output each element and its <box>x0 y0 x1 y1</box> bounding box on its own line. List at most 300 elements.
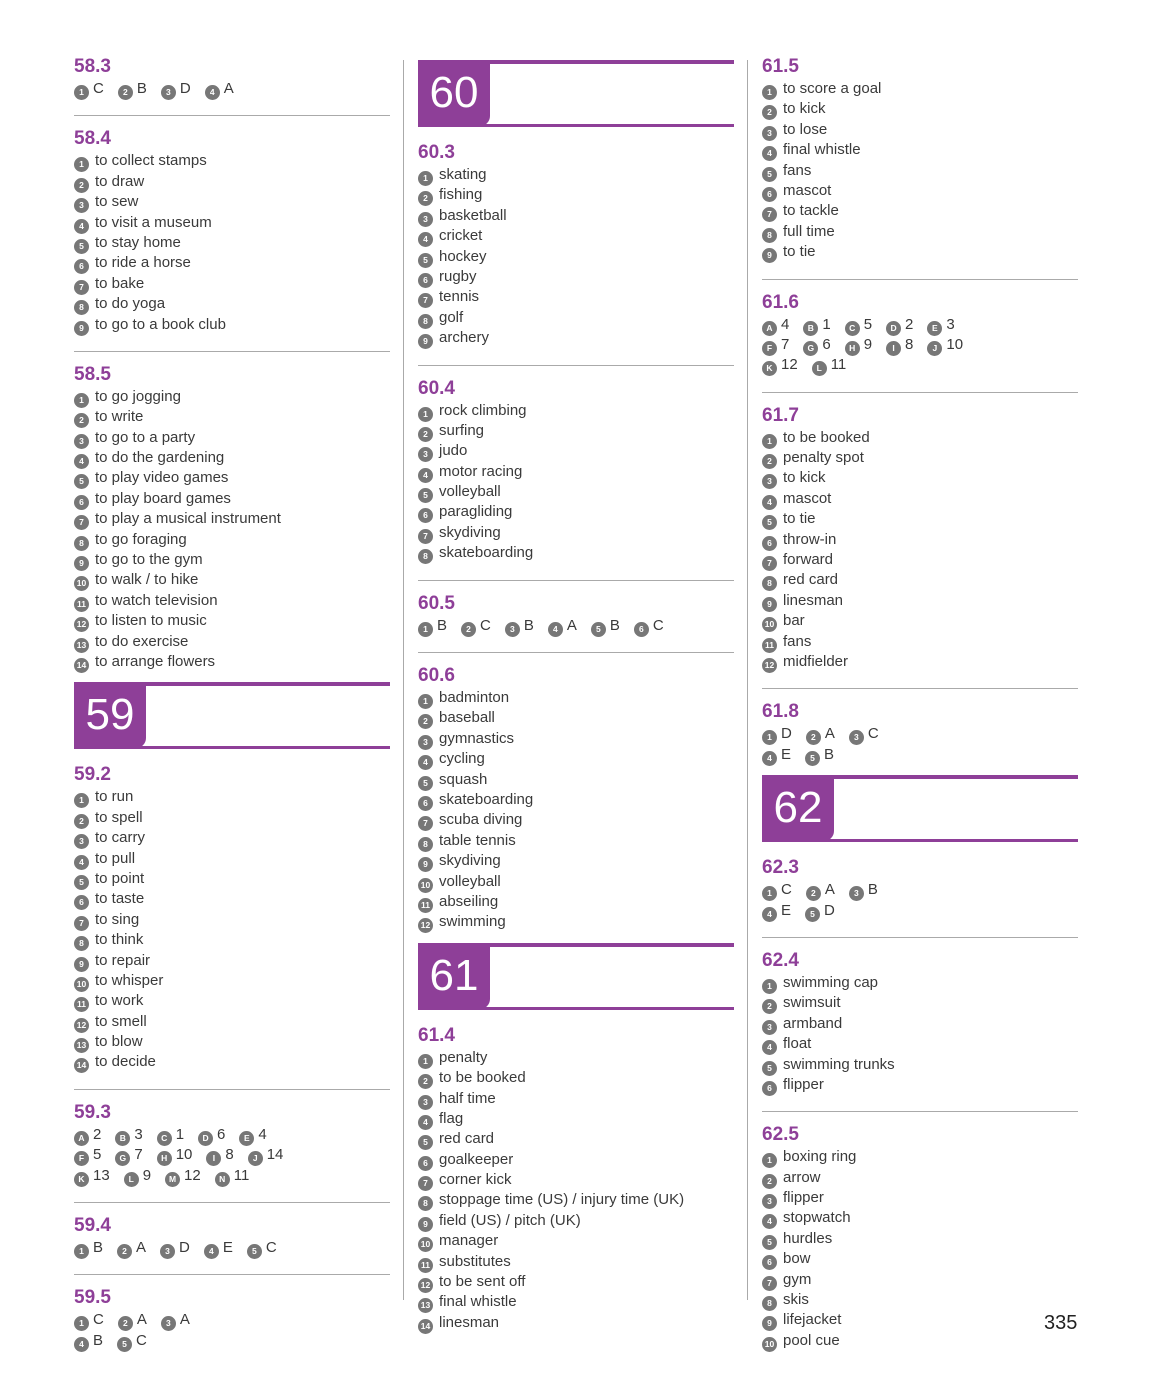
answer-value: C <box>93 1311 104 1329</box>
answer-text: arrow <box>783 1168 821 1186</box>
answer-item <box>762 468 1078 488</box>
answer-text: volleyball <box>439 483 501 501</box>
section-divider <box>74 1202 390 1203</box>
answer-item <box>74 509 390 529</box>
answer-value: A <box>566 616 577 634</box>
section-heading: 61.7 <box>762 404 799 426</box>
number-badge: 6 <box>762 1081 777 1096</box>
answer-value: 9 <box>863 335 873 353</box>
answer-text: gymnastics <box>439 729 515 747</box>
number-badge: 8 <box>418 837 433 852</box>
number-badge: 4 <box>762 146 777 161</box>
answer-text: to play a musical instrument <box>95 510 281 528</box>
number-badge: 1 <box>762 979 777 994</box>
number-badge: 4 <box>418 232 433 247</box>
answer-text: skateboarding <box>439 544 534 562</box>
answer-section <box>762 1124 1078 1357</box>
label-badge: D <box>886 321 901 336</box>
number-badge: 9 <box>762 597 777 612</box>
answer-pair <box>204 1239 233 1256</box>
answer-text: to go to a party <box>95 428 196 446</box>
answer-line <box>762 724 1078 744</box>
answer-pair <box>239 1126 266 1143</box>
label-badge: 3 <box>161 85 176 100</box>
answer-text: armband <box>783 1014 843 1032</box>
answer-item <box>74 468 390 488</box>
answer-line <box>762 335 1078 355</box>
section-heading: 59.2 <box>74 764 111 786</box>
answer-pair <box>505 617 534 634</box>
number-badge: 1 <box>762 1153 777 1168</box>
number-badge: 6 <box>74 895 89 910</box>
answer-text: stoppage time (US) / injury time (UK) <box>439 1191 685 1209</box>
answer-text: substitutes <box>439 1252 511 1270</box>
answer-item <box>418 1089 734 1109</box>
answer-value: 2 <box>93 1125 102 1143</box>
number-badge: 9 <box>762 1316 777 1331</box>
answer-text: to bake <box>95 274 145 292</box>
answer-item <box>762 1168 1078 1188</box>
number-badge: 7 <box>418 293 433 308</box>
label-badge: E <box>927 321 942 336</box>
answer-item <box>418 1272 734 1292</box>
answer-item <box>418 523 734 543</box>
answer-item <box>418 1109 734 1129</box>
answer-text: to sing <box>95 910 140 928</box>
answer-item <box>418 790 734 810</box>
number-badge: 4 <box>74 855 89 870</box>
number-badge: 9 <box>418 1217 433 1232</box>
answer-item <box>762 242 1078 262</box>
answer-item <box>418 206 734 226</box>
answer-text: to play board games <box>95 489 231 507</box>
answer-pair <box>117 1239 146 1256</box>
answer-section <box>418 1025 734 1339</box>
answer-value: 12 <box>781 356 798 374</box>
answer-value: 11 <box>233 1166 250 1184</box>
answer-pair <box>805 902 835 919</box>
answer-item <box>762 120 1078 140</box>
section-heading: 61.4 <box>418 1024 455 1046</box>
label-badge: 4 <box>204 1244 219 1259</box>
number-badge: 6 <box>418 796 433 811</box>
answer-text: half time <box>439 1089 496 1107</box>
answer-value: C <box>265 1239 277 1257</box>
answer-pair <box>74 1311 104 1328</box>
answer-item <box>418 872 734 892</box>
label-badge: C <box>845 321 860 336</box>
answer-text: cycling <box>439 750 485 768</box>
page-number: 335 <box>1044 1312 1078 1334</box>
answer-value: E <box>222 1239 233 1257</box>
answer-item <box>74 530 390 550</box>
label-badge: 5 <box>805 907 820 922</box>
answer-item <box>74 172 390 192</box>
number-badge: 4 <box>762 495 777 510</box>
label-badge: 2 <box>118 85 133 100</box>
answer-text: abseiling <box>439 892 499 910</box>
answer-item <box>418 1313 734 1333</box>
answer-text: table tennis <box>439 831 516 849</box>
answer-value: B <box>437 616 448 634</box>
label-badge: 2 <box>118 1316 133 1331</box>
answer-item <box>74 294 390 314</box>
answer-value: C <box>867 725 879 743</box>
number-badge: 12 <box>418 918 433 933</box>
answer-section <box>74 764 390 1078</box>
label-badge: I <box>206 1151 221 1166</box>
answer-text: to run <box>95 788 134 806</box>
answer-item <box>418 421 734 441</box>
number-badge: 3 <box>418 212 433 227</box>
number-badge: 2 <box>762 105 777 120</box>
answer-value: 5 <box>93 1146 102 1164</box>
answer-value: B <box>93 1239 104 1257</box>
label-badge: 2 <box>806 886 821 901</box>
answer-section <box>418 665 734 939</box>
answer-section <box>762 405 1078 679</box>
number-badge: 9 <box>74 556 89 571</box>
answer-item <box>74 930 390 950</box>
number-badge: 2 <box>74 178 89 193</box>
answer-text: full time <box>783 222 835 240</box>
answer-item <box>74 849 390 869</box>
label-badge: 5 <box>591 622 606 637</box>
answer-item <box>74 387 390 407</box>
answer-item <box>74 428 390 448</box>
answer-column-1 <box>74 56 390 1357</box>
answer-item <box>418 892 734 912</box>
answer-item <box>762 140 1078 160</box>
answer-pair <box>845 336 872 353</box>
answer-text: to go to the gym <box>95 551 203 569</box>
answer-value: 3 <box>946 315 955 333</box>
answer-pair <box>248 1146 284 1163</box>
answer-item <box>762 428 1078 448</box>
answer-text: to point <box>95 869 145 887</box>
number-badge: 8 <box>762 1296 777 1311</box>
answer-pair <box>634 617 664 634</box>
label-badge: 6 <box>634 622 649 637</box>
answer-item <box>762 99 1078 119</box>
number-badge: 5 <box>418 776 433 791</box>
answer-value: D <box>781 725 792 743</box>
answer-text: midfielder <box>783 652 849 670</box>
number-badge: 6 <box>762 536 777 551</box>
section-heading: 59.4 <box>74 1215 111 1237</box>
answer-text: swimming cap <box>783 973 879 991</box>
answer-line <box>74 1125 390 1145</box>
answer-item <box>762 993 1078 1013</box>
answer-pair <box>762 902 791 919</box>
label-badge: A <box>74 1131 89 1146</box>
section-divider <box>762 392 1078 393</box>
section-divider <box>74 115 390 116</box>
number-badge: 8 <box>762 228 777 243</box>
answer-section <box>74 1287 390 1357</box>
label-badge: 3 <box>505 622 520 637</box>
number-badge: 3 <box>74 434 89 449</box>
number-badge: 9 <box>74 321 89 336</box>
number-badge: 6 <box>74 495 89 510</box>
label-badge: 4 <box>205 85 220 100</box>
number-badge: 6 <box>762 187 777 202</box>
number-badge: 8 <box>74 936 89 951</box>
answer-pair <box>74 1167 110 1184</box>
answer-pair <box>161 1311 190 1328</box>
answer-text: to ride a horse <box>95 254 191 272</box>
section-heading: 61.8 <box>762 701 799 723</box>
answer-pair <box>927 316 954 333</box>
answer-item <box>418 729 734 749</box>
number-badge: 14 <box>74 658 89 673</box>
answer-text: mascot <box>783 489 832 507</box>
answer-text: hockey <box>439 247 487 265</box>
label-badge: 4 <box>762 907 777 922</box>
answer-item <box>74 869 390 889</box>
answer-text: scuba diving <box>439 811 523 829</box>
answer-value: B <box>523 616 534 634</box>
number-badge: 1 <box>74 157 89 172</box>
answer-pair <box>198 1126 225 1143</box>
answer-line <box>762 355 1078 375</box>
label-badge: 1 <box>74 85 89 100</box>
number-badge: 6 <box>418 273 433 288</box>
answer-text: to go foraging <box>95 530 187 548</box>
number-badge: 5 <box>418 253 433 268</box>
answer-value: 2 <box>905 315 914 333</box>
answer-pair <box>157 1126 184 1143</box>
answer-item <box>418 1252 734 1272</box>
answer-line <box>74 1238 390 1258</box>
answer-text: to tie <box>783 243 816 261</box>
number-badge: 1 <box>418 694 433 709</box>
answer-text: to write <box>95 408 144 426</box>
answer-item <box>762 1075 1078 1095</box>
answer-item <box>74 233 390 253</box>
answer-pair <box>849 725 879 742</box>
answer-item <box>418 1048 734 1068</box>
answer-text: to walk / to hike <box>95 571 199 589</box>
answer-item <box>418 1068 734 1088</box>
answer-item <box>74 570 390 590</box>
number-badge: 1 <box>74 793 89 808</box>
answer-value: D <box>179 1239 190 1257</box>
number-badge: 13 <box>418 1298 433 1313</box>
answer-item <box>762 1188 1078 1208</box>
label-badge: 5 <box>805 751 820 766</box>
answer-text: flag <box>439 1109 464 1127</box>
answer-value: 10 <box>946 335 964 353</box>
number-badge: 5 <box>762 1235 777 1250</box>
answer-item <box>762 1310 1078 1330</box>
answer-text: to visit a museum <box>95 213 212 231</box>
number-badge: 3 <box>418 1095 433 1110</box>
answer-item <box>74 192 390 212</box>
number-badge: 7 <box>762 556 777 571</box>
answer-text: to stay home <box>95 233 181 251</box>
answer-text: to tackle <box>783 202 839 220</box>
label-badge: A <box>762 321 777 336</box>
answer-value: 4 <box>781 315 790 333</box>
answer-value: 13 <box>93 1166 110 1184</box>
label-badge: F <box>74 1151 89 1166</box>
label-badge: 1 <box>74 1316 89 1331</box>
answer-value: B <box>93 1331 104 1349</box>
answer-column-2 <box>418 56 734 1339</box>
section-divider <box>418 652 734 653</box>
answer-item <box>74 632 390 652</box>
label-badge: 1 <box>762 730 777 745</box>
answer-section <box>762 857 1078 927</box>
answer-section <box>418 378 734 570</box>
answer-text: to do the gardening <box>95 449 225 467</box>
answer-text: surfing <box>439 421 485 439</box>
answer-text: basketball <box>439 206 507 224</box>
answer-pair <box>160 1239 190 1256</box>
section-divider <box>762 1111 1078 1112</box>
label-badge: E <box>239 1131 254 1146</box>
section-heading: 60.5 <box>418 592 455 614</box>
answer-column-3 <box>762 56 1078 1357</box>
section-heading: 59.5 <box>74 1287 111 1309</box>
number-badge: 6 <box>418 508 433 523</box>
answer-pair <box>803 336 830 353</box>
answer-text: to sew <box>95 193 139 211</box>
answer-line <box>74 1166 390 1186</box>
answer-item <box>74 315 390 335</box>
answer-item <box>762 1147 1078 1167</box>
answer-item <box>418 267 734 287</box>
number-badge: 3 <box>762 1020 777 1035</box>
number-badge: 13 <box>74 1038 89 1053</box>
answer-pair <box>849 881 878 898</box>
answer-text: tennis <box>439 288 480 306</box>
answer-value: A <box>136 1239 147 1257</box>
answer-value: E <box>781 745 792 763</box>
answer-text: goalkeeper <box>439 1150 514 1168</box>
section-divider <box>418 365 734 366</box>
number-badge: 9 <box>74 957 89 972</box>
number-badge: 1 <box>418 407 433 422</box>
number-badge: 9 <box>418 334 433 349</box>
section-divider <box>762 937 1078 938</box>
answer-text: badminton <box>439 689 510 707</box>
answer-item <box>762 530 1078 550</box>
answer-item <box>74 808 390 828</box>
answer-text: flipper <box>783 1189 824 1207</box>
answer-pair <box>886 316 913 333</box>
unit-number: 59 <box>74 682 146 748</box>
answer-text: to collect stamps <box>95 152 207 170</box>
answer-text: swimming <box>439 913 506 931</box>
answer-item <box>762 489 1078 509</box>
answer-item <box>762 448 1078 468</box>
label-badge: L <box>812 361 827 376</box>
section-divider <box>74 351 390 352</box>
number-badge: 7 <box>74 515 89 530</box>
answer-text: bow <box>783 1250 811 1268</box>
number-badge: 12 <box>74 1018 89 1033</box>
section-heading: 58.3 <box>74 56 111 77</box>
answer-item <box>762 1208 1078 1228</box>
answer-pair <box>762 336 789 353</box>
answer-pair <box>215 1167 250 1184</box>
answer-text: golf <box>439 308 464 326</box>
number-badge: 4 <box>418 755 433 770</box>
number-badge: 2 <box>762 999 777 1014</box>
answer-text: to lose <box>783 120 828 138</box>
answer-section <box>74 128 390 341</box>
answer-text: rugby <box>439 267 477 285</box>
unit-number: 60 <box>418 60 490 126</box>
answer-item <box>74 550 390 570</box>
answer-line <box>74 1310 390 1330</box>
answer-text: to spell <box>95 808 143 826</box>
answer-item <box>418 1211 734 1231</box>
answer-text: to draw <box>95 172 145 190</box>
answer-text: to smell <box>95 1012 147 1030</box>
number-badge: 3 <box>418 447 433 462</box>
answer-item <box>418 1292 734 1312</box>
label-badge: 4 <box>548 622 563 637</box>
answer-item <box>762 591 1078 611</box>
answer-text: manager <box>439 1232 499 1250</box>
section-divider <box>74 1089 390 1090</box>
number-badge: 12 <box>418 1278 433 1293</box>
label-badge: 2 <box>806 730 821 745</box>
answer-text: pool cue <box>783 1331 840 1349</box>
answer-value: C <box>136 1331 147 1349</box>
answer-value: 11 <box>830 356 847 374</box>
answer-item <box>74 971 390 991</box>
answer-item <box>762 1290 1078 1310</box>
answer-text: fishing <box>439 186 483 204</box>
answer-value: B <box>136 80 147 97</box>
section-heading: 62.3 <box>762 857 799 879</box>
answer-text: to pull <box>95 849 136 867</box>
answer-item <box>418 462 734 482</box>
number-badge: 2 <box>762 1174 777 1189</box>
answer-item <box>762 181 1078 201</box>
answer-text: red card <box>783 571 839 589</box>
label-badge: L <box>124 1172 139 1187</box>
answer-text: to tie <box>783 510 816 528</box>
answer-pair <box>805 746 834 763</box>
answer-item <box>74 407 390 427</box>
answer-pair <box>161 80 191 97</box>
number-badge: 2 <box>418 1074 433 1089</box>
number-badge: 2 <box>762 454 777 469</box>
answer-item <box>418 226 734 246</box>
answer-item <box>74 213 390 233</box>
answer-text: fans <box>783 161 812 179</box>
number-badge: 7 <box>418 529 433 544</box>
answer-text: to watch television <box>95 591 218 609</box>
section-heading: 58.4 <box>74 128 111 150</box>
answer-pair <box>74 1146 101 1163</box>
answer-text: skydiving <box>439 523 501 541</box>
answer-value: A <box>179 1311 190 1329</box>
label-badge: D <box>198 1131 213 1146</box>
answer-text: cricket <box>439 227 483 245</box>
answer-text: to repair <box>95 951 151 969</box>
answer-pair <box>74 80 104 97</box>
answer-pair <box>74 1239 103 1256</box>
answer-item <box>762 509 1078 529</box>
number-badge: 14 <box>418 1319 433 1334</box>
answer-pair <box>886 336 913 353</box>
